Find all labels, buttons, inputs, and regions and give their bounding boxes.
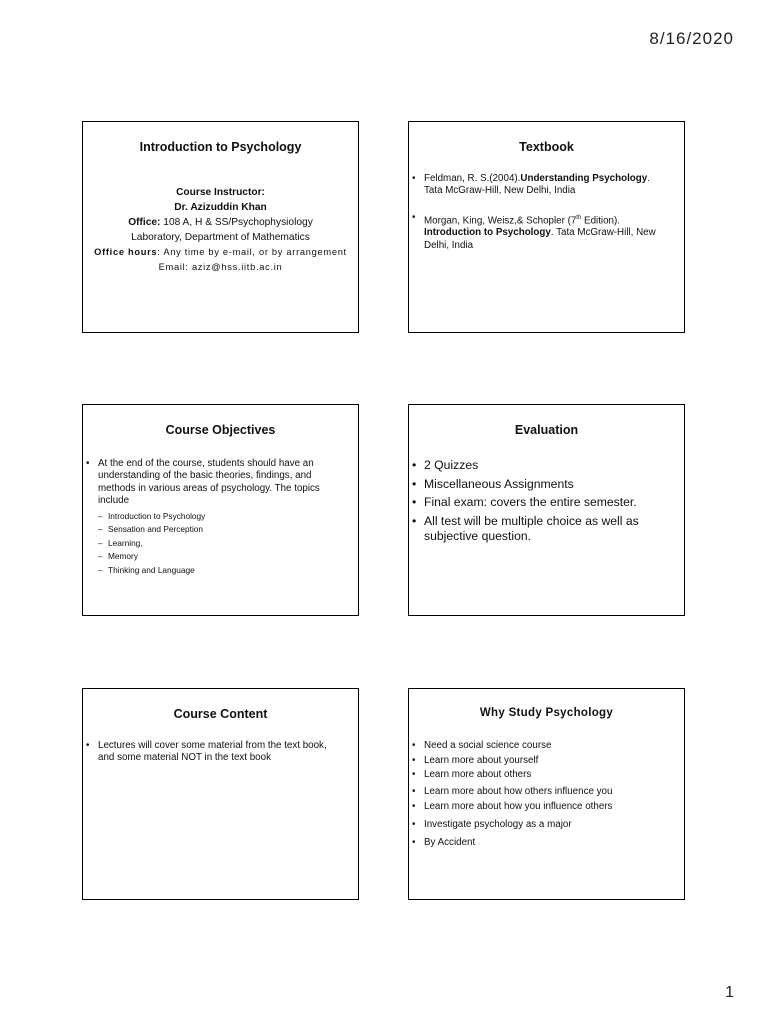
slide-course-content — [82, 688, 359, 900]
list-item: • Learn more about yourself — [409, 755, 670, 767]
slide-evaluation — [408, 404, 685, 616]
list-item: • Investigate psychology as a major — [409, 819, 670, 831]
slide-title: Course Content — [173, 707, 268, 721]
list-item: • Morgan, King, Weisz,& Schopler (7th Edition). Introduction to Psychology. Tata McGraw-Hill, New Delhi, India — [409, 212, 670, 252]
slide-title: Course Objectives — [165, 423, 276, 437]
hours-label: Office hours — [94, 247, 158, 257]
print-date: 8/16/2020 — [649, 29, 734, 48]
topic-item: – Memory — [98, 550, 342, 564]
slide-why-study-psychology — [408, 688, 685, 900]
office-label: Office: — [128, 217, 161, 228]
list-item: • Learn more about how you influence others — [409, 801, 670, 813]
slide-title: Introduction to Psychology — [139, 140, 302, 154]
email: Email: aziz@hss.iitb.ac.in — [158, 262, 283, 272]
list-item: • 2 Quizzes — [409, 458, 668, 474]
slide-title: Why Study Psychology — [479, 707, 614, 719]
page-number: 1 — [725, 984, 734, 1001]
hours-value: : Any time by e-mail, or by arrangement — [157, 247, 347, 257]
office-hours — [83, 245, 358, 260]
slide-textbook — [408, 121, 685, 333]
topic-item: – Sensation and Perception — [98, 523, 342, 537]
office-line-2: Laboratory, Department of Mathematics — [131, 232, 310, 243]
list-item: • Miscellaneous Assignments — [409, 477, 668, 493]
slide-title: Textbook — [519, 140, 574, 154]
list-item: • Final exam: covers the entire semester. — [409, 495, 668, 511]
objectives-intro: At the end of the course, students should have an understanding of the basic theories, findings, and methods in various areas of psychology. The topics include — [98, 458, 320, 507]
list-item: • Feldman, R. S.(2004).Understanding Psychology. Tata McGraw-Hill, New Delhi, India — [409, 173, 670, 198]
office-value: 108 A, H & SS/Psychophysiology — [160, 217, 313, 228]
instructor-heading: Course Instructor: — [176, 187, 265, 198]
list-item: • Learn more about others — [409, 769, 670, 781]
office-line — [83, 215, 358, 230]
list-item — [83, 458, 342, 578]
topic-item: – Introduction to Psychology — [98, 510, 342, 524]
instructor-info — [83, 185, 358, 275]
list-item: • All test will be multiple choice as well as subjective question. — [409, 514, 668, 545]
list-item: • By Accident — [409, 837, 670, 849]
slide-introduction — [82, 121, 359, 333]
slide-title: Evaluation — [514, 423, 579, 437]
topic-item: – Thinking and Language — [98, 564, 342, 578]
instructor-name: Dr. Azizuddin Khan — [174, 202, 267, 213]
list-item: • Lectures will cover some material from the text book, and some material NOT in the text book — [83, 740, 344, 765]
topic-item: – Learning, — [98, 537, 342, 551]
list-item: • Need a social science course — [409, 740, 670, 752]
list-item: • Learn more about how others influence you — [409, 786, 670, 798]
slide-course-objectives — [82, 404, 359, 616]
